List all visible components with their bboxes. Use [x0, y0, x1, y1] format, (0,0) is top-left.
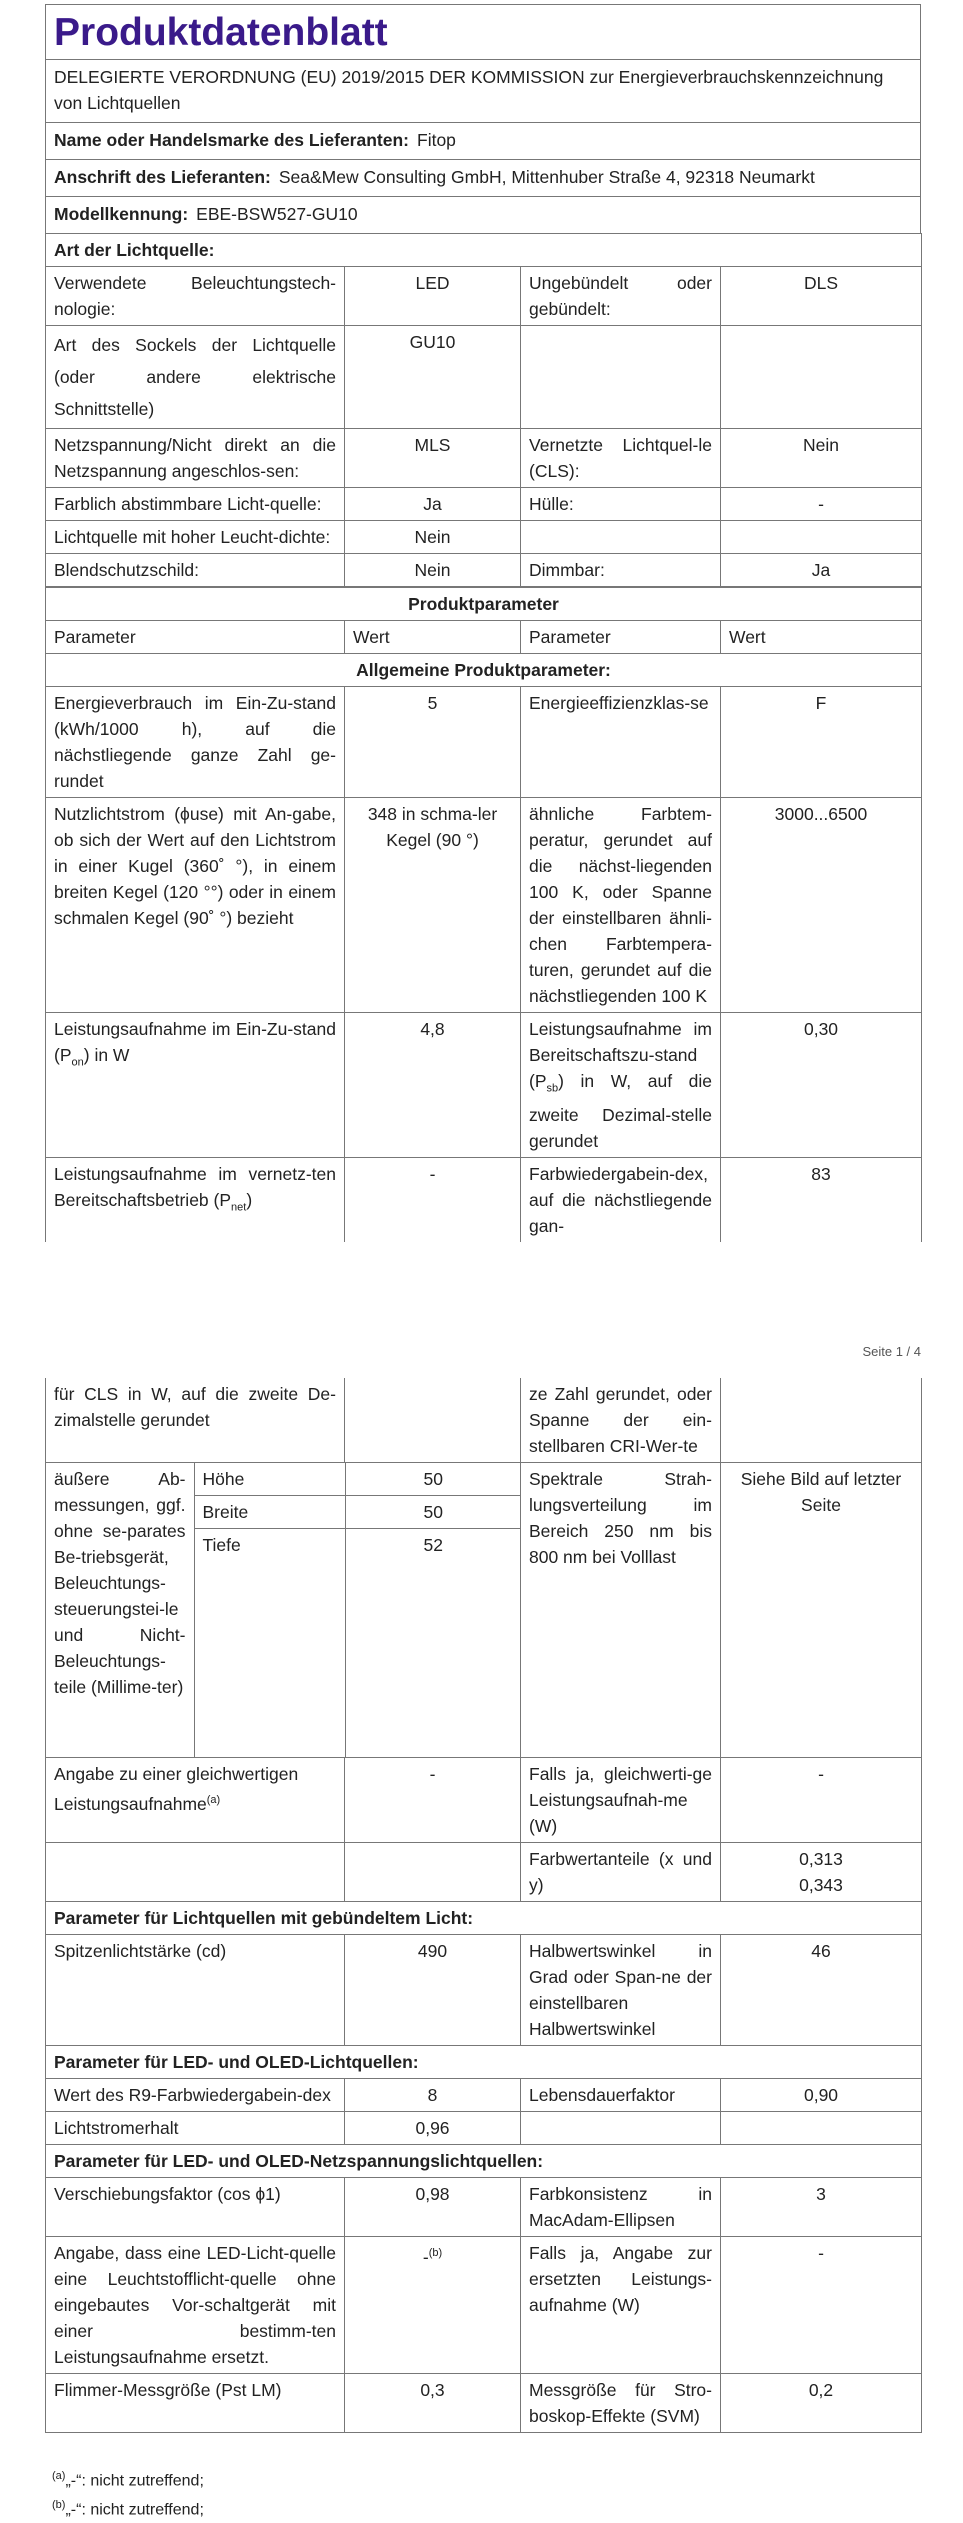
footnote-text: „-“: nicht zutreffend;	[65, 2501, 204, 2519]
cell-label: Halbwertswinkel in Grad oder Span-ne der einstellbaren Halbwertswinkel	[521, 1934, 721, 2045]
cell-value: 4,8	[345, 1013, 521, 1158]
label-text: Angabe zu einer gleichwertigen Leistungsaufnahme	[54, 1763, 299, 1814]
cell-label: Farbkonsistenz in MacAdam-Ellipsen	[521, 2177, 721, 2236]
cell-label: Falls ja, Angabe zur ersetzten Leistungs-aufnahme (W)	[521, 2236, 721, 2373]
column-header: Parameter	[521, 621, 721, 654]
cell-value: 46	[721, 1934, 922, 2045]
cell-label: Spitzenlichtstärke (cd)	[46, 1934, 345, 2045]
table-row	[46, 1378, 922, 1463]
cell-value: -	[721, 1757, 922, 1842]
cell-value: 0,2	[721, 2373, 922, 2432]
table-row	[46, 326, 922, 429]
cell-value: Siehe Bild auf letzter Seite	[721, 1463, 922, 1758]
table-row	[46, 2111, 922, 2144]
chromaticity-y: 0,343	[799, 1874, 843, 1895]
footnote-a	[52, 2464, 204, 2493]
cell-label: Farbwertanteile (x und y)	[521, 1842, 721, 1901]
cell-label: Angabe, dass eine LED-Licht-quelle eine Leuchtstofflicht-quelle ohne eingebautes Vor-schaltgerät mit einer bestimm-ten Leistungsaufnahme ersetzt.	[46, 2236, 345, 2373]
cell-label: ze Zahl gerundet, oder Spanne der ein-stellbaren CRI-Wer-te	[521, 1378, 721, 1463]
cell-label: Verschiebungsfaktor (cos ϕ1)	[46, 2177, 345, 2236]
table-row	[46, 2373, 922, 2432]
cell-label: Farbwiedergabein-dex, auf die nächstliegende gan-	[521, 1157, 721, 1242]
table-row	[46, 1757, 922, 1842]
cell-label: Verwendete Beleuchtungstech-nologie:	[46, 267, 345, 326]
subscript: sb	[546, 1082, 559, 1095]
cell-label: Wert des R9-Farbwiedergabein-dex	[46, 2078, 345, 2111]
column-header: Wert	[345, 621, 521, 654]
product-parameter-heading: Produktparameter	[46, 588, 922, 621]
label-text: Leistungsaufnahme im Ein-Zu-stand (P	[54, 1019, 336, 1065]
cell-value: -	[721, 2236, 922, 2373]
cell-label: Flimmer-Messgröße (Pst LM)	[46, 2373, 345, 2432]
parameter-table-page2	[45, 1378, 922, 2433]
value-text: -	[422, 2246, 429, 2267]
cell-label: Energieeffizienzklas-se	[521, 687, 721, 798]
dimensions-table	[46, 1463, 521, 1757]
cell-value: Ja	[721, 554, 922, 587]
supplier-name: Fitop	[417, 130, 456, 150]
subscript: net	[231, 1201, 247, 1213]
cell-value: Nein	[345, 554, 521, 587]
dimension-value: 52	[423, 1535, 443, 1555]
supplier-name-row	[45, 122, 921, 159]
dimensions-row	[46, 1463, 922, 1758]
cell-empty	[521, 521, 721, 554]
cell-label: Lichtstromerhalt	[46, 2111, 345, 2144]
footnote-b	[52, 2493, 204, 2522]
cell-value: Nein	[345, 521, 521, 554]
cell-value: Ja	[345, 488, 521, 521]
cell-value: Nein	[721, 429, 922, 488]
page-number: Seite 1 / 4	[862, 1344, 921, 1359]
mains-heading-row	[46, 2144, 922, 2177]
table-row	[46, 429, 922, 488]
cell-value: 83	[721, 1157, 922, 1242]
table-row	[46, 2236, 922, 2373]
regulation-intro: DELEGIERTE VERORDNUNG (EU) 2019/2015 DER KOMMISSION zur Energieverbrauchskennzeichnung von Lichtquellen	[45, 59, 921, 122]
cell-label: Dimmbar:	[521, 554, 721, 587]
chromaticity-x: 0,313	[799, 1848, 843, 1869]
cell-label: Hülle:	[521, 488, 721, 521]
cell-value	[345, 2236, 521, 2373]
cell-label: Farblich abstimmbare Licht-quelle:	[46, 488, 345, 521]
footnotes	[52, 2464, 204, 2523]
cell-label: Falls ja, gleichwerti-ge Leistungsaufnah-me (W)	[521, 1757, 721, 1842]
cell-value: 0,30	[721, 1013, 922, 1158]
supplier-address-row	[45, 159, 921, 196]
page-title: Produktdatenblatt	[54, 11, 388, 54]
model-row	[45, 196, 921, 233]
cell-empty	[46, 1842, 345, 1901]
cell-label: Nutzlichtstrom (ϕuse) mit An-gabe, ob sich der Wert auf den Lichtstrom in einer Kugel (360˚ °), in einem breiten Kegel (120 °°) oder in einem schmalen Kegel (90˚ °) bezieht	[46, 798, 345, 1013]
table-row	[46, 267, 922, 326]
label-text: )	[246, 1189, 253, 1210]
table-row	[46, 488, 922, 521]
cell-label: Lebensdauerfaktor	[521, 2078, 721, 2111]
cell-empty	[345, 1842, 521, 1901]
dimension-value: 50	[345, 1496, 521, 1529]
cell-label: Vernetzte Lichtquel-le (CLS):	[521, 429, 721, 488]
cell-label: Blendschutzschild:	[46, 554, 345, 587]
parameter-table-page1	[45, 587, 922, 1242]
label-text: ) in W, auf die zweite Dezimal-stelle gerundet	[529, 1071, 712, 1151]
product-parameter-heading-row	[46, 588, 922, 621]
table-row	[46, 1842, 922, 1901]
directional-heading-row	[46, 1901, 922, 1934]
cell-label: Netzspannung/Nicht direkt an die Netzspannung angeschlos-sen:	[46, 429, 345, 488]
footnote-mark: (a)	[52, 2470, 66, 2482]
cell-empty	[521, 326, 721, 429]
model-label: Modellkennung:	[54, 204, 189, 224]
type-table	[45, 233, 922, 587]
cell-empty	[721, 2111, 922, 2144]
footnote-text: „-“: nicht zutreffend;	[65, 2472, 204, 2490]
cell-empty	[721, 326, 922, 429]
table-row	[46, 554, 922, 587]
cell-value	[721, 1842, 922, 1901]
table-row	[46, 2078, 922, 2111]
cell-value: 8	[345, 2078, 521, 2111]
column-header: Parameter	[46, 621, 345, 654]
table-row	[46, 798, 922, 1013]
cell-label	[46, 1157, 345, 1242]
dimension-label: Höhe	[194, 1463, 345, 1496]
cell-label: Spektrale Strah-lungsverteilung im Bereich 250 nm bis 800 nm bei Volllast	[521, 1463, 721, 1758]
cell-value: LED	[345, 267, 521, 326]
footnote-mark: (b)	[52, 2499, 66, 2512]
cell-label	[46, 1013, 345, 1158]
cell-value: 0,96	[345, 2111, 521, 2144]
cell-label	[521, 1013, 721, 1158]
dimension-label: Tiefe	[194, 1529, 345, 1757]
cell-value: MLS	[345, 429, 521, 488]
cell-value: -	[345, 1157, 521, 1242]
dimensions-cell	[46, 1463, 521, 1758]
column-header: Wert	[721, 621, 922, 654]
datasheet-page-2	[45, 1378, 921, 2433]
cell-value: GU10	[345, 326, 521, 429]
cell-label	[46, 1757, 345, 1842]
type-heading: Art der Lichtquelle:	[46, 234, 922, 267]
cell-empty	[345, 1378, 521, 1463]
led-heading: Parameter für LED- und OLED-Lichtquellen:	[46, 2045, 922, 2078]
table-row	[46, 2177, 922, 2236]
cell-label: ähnliche Farbtem-peratur, gerundet auf die nächst-liegenden 100 K, oder Spanne der einstellbaren ähnli-chen Farbtempera-turen, gerundet auf die nächstliegenden 100 K	[521, 798, 721, 1013]
label-text: ) in W	[83, 1045, 130, 1065]
cell-value: DLS	[721, 267, 922, 326]
cell-label: Energieverbrauch im Ein-Zu-stand (kWh/1000 h), auf die nächstliegende ganze Zahl ge-rundet	[46, 687, 345, 798]
cell-empty	[521, 2111, 721, 2144]
general-parameters-heading: Allgemeine Produktparameter:	[46, 654, 922, 687]
subscript: on	[71, 1056, 84, 1069]
cell-value: -	[345, 1757, 521, 1842]
dimensions-label: äußere Ab-messungen, ggf. ohne se-parates Be-triebsgerät, Beleuchtungs-steuerungstei-le und Nicht-Beleuchtungs-teile (Millime-ter)	[46, 1463, 194, 1757]
cell-label: Messgröße für Stro-boskop-Effekte (SVM)	[521, 2373, 721, 2432]
cell-empty	[721, 1378, 922, 1463]
table-row	[46, 687, 922, 798]
cell-label: Ungebündelt oder gebündelt:	[521, 267, 721, 326]
label-text: Leistungsaufnahme im Bereitschaftszu-stand (P	[529, 1019, 712, 1091]
directional-heading: Parameter für Lichtquellen mit gebündeltem Licht:	[46, 1901, 922, 1934]
table-row	[46, 1013, 922, 1158]
mains-heading: Parameter für LED- und OLED-Netzspannungslichtquellen:	[46, 2144, 922, 2177]
dimension-height-row	[46, 1463, 521, 1496]
table-row	[46, 521, 922, 554]
cell-label: für CLS in W, auf die zweite De-zimalstelle gerundet	[46, 1378, 345, 1463]
cell-value: 0,90	[721, 2078, 922, 2111]
cell-empty	[721, 521, 922, 554]
footnote-ref: (b)	[428, 2246, 443, 2259]
dimension-label: Breite	[194, 1496, 345, 1529]
column-header-row	[46, 621, 922, 654]
cell-label: Lichtquelle mit hoher Leucht-dichte:	[46, 521, 345, 554]
footnote-ref: (a)	[206, 1793, 221, 1806]
cell-value: 348 in schma-ler Kegel (90 °)	[345, 798, 521, 1013]
table-row	[46, 1934, 922, 2045]
label-text: Leistungsaufnahme im vernetz-ten Bereitschaftsbetrieb (P	[54, 1163, 336, 1210]
dimension-value: 50	[345, 1463, 521, 1496]
model-id: EBE-BSW527-GU10	[196, 204, 358, 224]
cell-value: F	[721, 687, 922, 798]
table-row	[46, 1157, 922, 1242]
cell-value: 3	[721, 2177, 922, 2236]
supplier-address-label: Anschrift des Lieferanten:	[54, 167, 271, 187]
supplier-name-label: Name oder Handelsmarke des Lieferanten:	[54, 130, 409, 150]
datasheet-page-1	[45, 4, 921, 1242]
led-heading-row	[46, 2045, 922, 2078]
title-box	[45, 4, 921, 59]
type-heading-row	[46, 234, 922, 267]
cell-value: 0,98	[345, 2177, 521, 2236]
cell-value: -	[721, 488, 922, 521]
general-heading-row	[46, 654, 922, 687]
cell-value: 490	[345, 1934, 521, 2045]
cell-value: 0,3	[345, 2373, 521, 2432]
cell-label: Art des Sockels der Lichtquelle (oder andere elektrische Schnittstelle)	[46, 326, 345, 429]
supplier-address: Sea&Mew Consulting GmbH, Mittenhuber Straße 4, 92318 Neumarkt	[278, 167, 815, 187]
cell-value: 5	[345, 687, 521, 798]
cell-value: 3000...6500	[721, 798, 922, 1013]
